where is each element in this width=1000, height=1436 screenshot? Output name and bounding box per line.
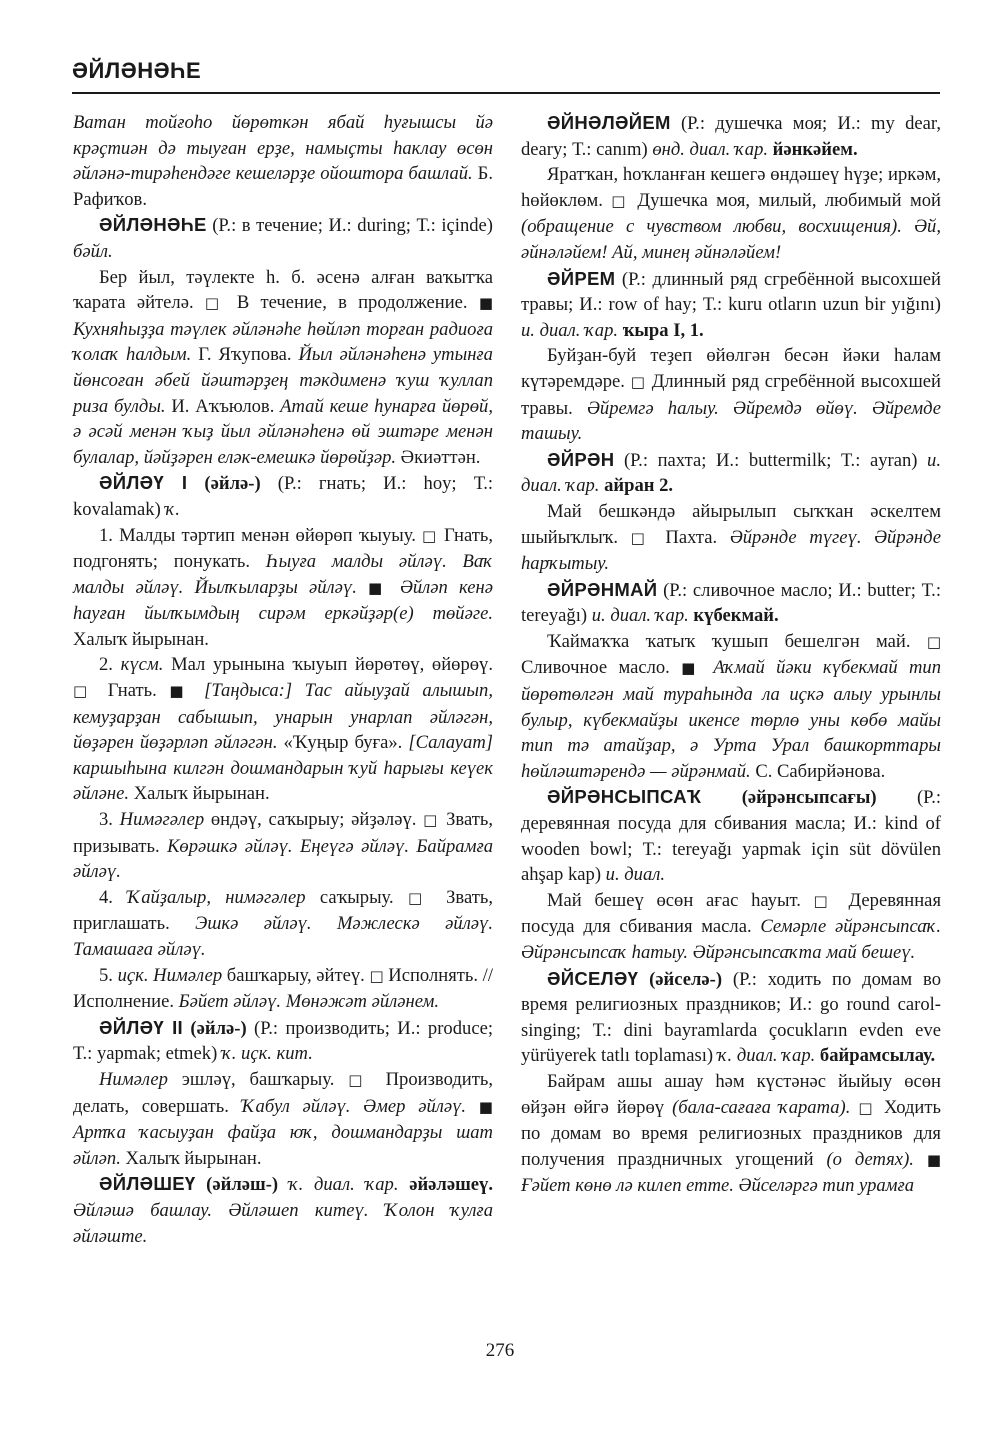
entry-body-paragraph (521, 888, 941, 966)
source-text: Халыҡ йырынан. (73, 628, 209, 650)
source-text: Халыҡ йырынан. (120, 1147, 262, 1169)
example-text: Ғәйет көнө лә килеп етте. Әйселәргә тип урамға (521, 1175, 915, 1197)
translation-marker-icon: □ (423, 811, 440, 830)
entry-cross-reference: байрамсылау. (815, 1045, 936, 1067)
sense-number: 4. (99, 886, 113, 908)
example-text: Кухняһыҙҙа тәүлек әйләнәһе һөйләп торған радиоға ҡолаҡ һалдым. (73, 318, 493, 366)
usage-label: Нимәгәлер (112, 809, 205, 831)
entry-cross-reference: әйәләшеү. (398, 1174, 494, 1196)
example-text: Бәйет әйләү. Мөнәжәт әйләнем. (178, 991, 440, 1013)
translation-marker-icon: □ (858, 1098, 876, 1117)
example-text: Әйләп кенә һауған йылҡымдың сирәм еркәйҙәр(е) төйәге. (73, 576, 493, 625)
source-text (914, 1149, 941, 1170)
entry-grammar-form: (әйселә-) (638, 968, 723, 990)
page-number: 276 (485, 1340, 515, 1361)
entry-gloss: (Р.: ходить по домам во время религиозных праздников; И.: go round carol-singing; Т.: dini bayramlarda çocukların evden eve yürüyerek tatlı toplaması) (521, 968, 942, 1067)
dictionary-entry (73, 1171, 493, 1249)
definition-text: саҡырыу. □ Звать, приглашать. (73, 886, 493, 935)
translation-marker-icon: □ (369, 966, 384, 985)
dictionary-entry (521, 966, 941, 1069)
translation-marker-icon: □ (204, 294, 226, 313)
translation-marker-icon: □ (630, 372, 646, 391)
entry-gloss: (Р.: в течение; И.: during; Т.: içinde) (206, 215, 493, 237)
source-text: Г. Яҡупова. (191, 344, 299, 366)
entry-body-paragraph (521, 629, 941, 785)
entry-headword: ӘЙСЕЛӘҮ (547, 967, 639, 989)
definition-text: өндәү, саҡырыу; әйҙәләү. □ Звать, призывать. (73, 809, 493, 857)
sense-number: 3. (99, 809, 113, 831)
definition-text: Бер йыл, тәүлекте һ. б. әсенә алған ваҡытҡа ҡарата әйтелә. □ В течение, в продолжение. ■ (73, 266, 493, 314)
definition-text: Ҡаймаҡҡа ҡатыҡ ҡушып бешелгән май. □ Сливочное масло. ■ (521, 630, 941, 679)
translation-marker-icon: □ (407, 888, 432, 907)
source-text: Әкиәттән. (396, 446, 481, 468)
example-marker-icon: ■ (169, 682, 192, 701)
left-column (73, 110, 493, 1249)
entry-body-paragraph (73, 885, 493, 963)
entry-grammar-form: (әйрәнсыпсағы) (701, 787, 877, 809)
definition-text: эшләү, башҡарыу. □ Производить, делать, совершать. (73, 1068, 493, 1117)
entry-gloss: (Р.: сливочное масло; И.: butter; Т.: tereyağı) (521, 579, 941, 627)
sense-number: 5. (99, 964, 113, 986)
entry-headword: ӘЙЛӘШЕҮ (99, 1173, 196, 1195)
entry-body-paragraph (73, 523, 493, 653)
example-text: Йыл әйләнәһенә утынға йөнсоған әбей йәштәрҙең тәкдименә ҡуш ҡуллап риза булды. (73, 344, 493, 417)
example-text: [Таңдыса:] Тас айыуҙай алышып, кемуҙарҙан сабышып, унарын унарлап әйләгән, йөҙәрен йөҙәрләп әйләгән. (73, 680, 493, 754)
definition-text: Май бешеү өсөн ағас һауыт. □ Деревянная посуда для сбивания масла. (521, 889, 941, 938)
usage-label: күсм. (112, 654, 164, 676)
entry-body-paragraph (521, 162, 941, 265)
dictionary-entry (521, 447, 941, 499)
dictionary-entry (521, 266, 941, 344)
entry-pos-tag: ҡ. иҫк. кит. (217, 1043, 313, 1065)
entry-headword: ӘЙРЕМ (547, 267, 616, 289)
entry-body-paragraph (521, 343, 941, 446)
entry-body-paragraph (73, 807, 493, 885)
entry-body-paragraph (73, 110, 493, 212)
example-marker-icon: ■ (478, 294, 493, 313)
example-marker-icon: ■ (681, 659, 702, 678)
entry-gloss: (Р.: душечка моя; И.: my dear, deary; Т.: canım) (521, 113, 941, 160)
translation-marker-icon: □ (348, 1070, 372, 1089)
page-header (72, 58, 940, 94)
entry-headword: ӘЙЛӘҮ I (99, 472, 188, 494)
entry-grammar-form: (әйлә-) (187, 473, 261, 495)
definition-text: Буйҙан-буй теҙеп өйөлгән бесән йәки һалам күтәремдәре. □ Длинный ряд сгребённой высохшей травы. (521, 345, 941, 419)
entry-example: Әйләшә башлау. Әйләшеп китеү. Ҡолон ҡулға әйләште. (73, 1199, 493, 1247)
entry-cross-reference: ҡыра I, 1. (618, 319, 704, 341)
translation-marker-icon: □ (422, 526, 438, 545)
entry-pos-tag: бәйл. (73, 240, 113, 262)
entry-gloss: (Р.: гнать; И.: hoy; Т.: kovalamak) (73, 473, 494, 520)
entry-pos-tag: өнд. диал. ҡар. (647, 138, 769, 160)
entry-pos-tag: ҡ. диал. ҡар. (713, 1045, 816, 1067)
entry-headword: ӘЙЛӘҮ II (99, 1016, 184, 1038)
example-text: [Салауат] каршыһына килгән дошмандарын ҡуй һарығы кеүек әйләне. (73, 732, 493, 805)
example-text: Аҡмай йәки күбекмай тип йөрөтөлгән май тураһында ла иҫкә алыу урынлы булыр, күбекмайҙы икенсе төрлө уны көбө майы тип тә атайҙар, ә Урта Урал башкорттары һөйләштәрендә — әйрәнмай. (521, 657, 941, 782)
dictionary-entry (73, 470, 493, 522)
translation-marker-icon: □ (630, 528, 653, 547)
example-text: Әйрәнде түгеү. Әйрәнде һарҡытыу. (521, 526, 941, 575)
entry-body-paragraph (521, 499, 941, 577)
entry-headword: ӘЙНӘЛӘЙЕМ (547, 112, 671, 133)
translation-marker-icon: □ (73, 682, 96, 701)
entry-gloss: (Р.: пахта; И.: buttermilk; Т.: ayran) (614, 449, 918, 471)
entry-headword: ӘЙРӘНСЫПСАҠ (547, 786, 702, 808)
translation-marker-icon: □ (926, 632, 941, 651)
entry-pos-tag: ҡ. (160, 498, 180, 520)
entry-headword: ӘЙЛӘНӘҺЕ (99, 214, 207, 236)
translation-marker-icon: □ (813, 891, 836, 910)
usage-label: Ҡайҙалыр, нимәгәлер (112, 886, 306, 908)
running-head: ӘЙЛӘНӘҺЕ (72, 58, 202, 83)
source-text (357, 577, 400, 598)
source-text: С. Сабирйәнова. (750, 760, 886, 782)
sense-number: 1. (99, 524, 113, 546)
dictionary-entry (73, 212, 493, 264)
example-text: Көрәшкә әйләү. Еңеүгә әйләү. Байрамға әйләү. (73, 835, 493, 883)
example-marker-icon: ■ (368, 578, 389, 597)
definition-text: Май бешкәндә айырылып сыҡҡан әскелтем шыйыҡлыҡ. □ Пахта. (521, 500, 941, 548)
sense-number: 2. (99, 654, 113, 676)
definition-text: Малды тәртип менән өйөрөп ҡыуыу. □ Гнать, подгонять; понукать. (73, 524, 493, 573)
right-column (521, 110, 941, 1199)
source-text: И. Аҡъюлов. (165, 395, 281, 417)
example-text: Атай кеше һунарға йөрөй, ә әсәй менән ҡыҙ йыл әйләнәһенә өй эштәре менән булалар, йәйҙәрен еләк-емешкә йөрөйҙәр. (73, 395, 493, 468)
dictionary-entry (521, 784, 941, 887)
definition-text: Мал урынына ҡыуып йөрөтөү, өйөрөү. □ Гнать. ■ (73, 654, 493, 702)
entry-pos-tag: ҡ. диал. ҡар. (278, 1174, 399, 1196)
entry-pos-tag: и. диал. (601, 864, 666, 886)
example-text: (бала-сағаға ҡарата). (672, 1096, 851, 1118)
definition-text: Яратҡан, һоҡланған кешегә өндәшеү һүҙе; иркәм, һөйөклөм. □ Душечка моя, милый, любимый мой (521, 164, 941, 211)
example-text: Һыуға малды әйләү. Ваҡ малды әйләү. Йылҡыларҙы әйләү. (73, 551, 493, 598)
source-text: □ Ходить по домам во время религиозных праздников для получения праздничных угощений (521, 1096, 941, 1170)
entry-gloss: (Р.: деревянная посуда для сбивания масла; И.: kind of wooden bowl; Т.: tereyağı yapmak için süt dövülen ahşap kap) (521, 787, 942, 886)
example-text: Семәрле әйрәнсыпсаҡ. Әйрәнсыпсаҡ һатыу. Әйрәнсыпсаҡта май бешеү. (521, 916, 941, 963)
source-text: Б. Рафиҡов. (73, 163, 493, 210)
example-text: (обращение с чувством любви, восхищения). Әй, әйнәләйем! Ай, минең әйнәләйем! (521, 216, 941, 263)
example-text: Артҡа ҡасыуҙан файҙа юҡ, дошмандарҙы шат әйләп. (73, 1122, 493, 1169)
dictionary-entry (521, 577, 941, 629)
entry-body-paragraph (521, 1069, 941, 1199)
entry-cross-reference: йәнкәйем. (768, 138, 858, 160)
source-text (466, 1096, 493, 1117)
entry-pos-tag: и. диал. ҡар. (587, 605, 689, 627)
definition-text: башҡарыу, әйтеү. □ Исполнять. // Исполнение. (73, 964, 493, 1013)
entry-cross-reference: күбекмай. (688, 605, 779, 627)
example-text: (о детях). (826, 1148, 914, 1170)
entry-body-paragraph (73, 265, 493, 471)
example-text: Әйремгә һалыу. Әйремдә өйөү. Әйремде ташыу. (521, 397, 941, 445)
example-text: Ҡабул әйләү. Әмер әйләү. (241, 1095, 467, 1117)
entry-cross-reference: айран 2. (599, 475, 674, 497)
example-marker-icon: ■ (926, 1150, 941, 1169)
entry-body-paragraph (73, 652, 493, 807)
source-text: «Ҡуңыр буға». (277, 732, 409, 754)
definition-text: Байрам ашы ашау һәм күстәнәс йыйыу өсөн өйҙән өйгә йөрөү (521, 1070, 941, 1118)
dictionary-entry (73, 1015, 493, 1067)
entry-gloss: (Р.: производить; И.: produce; Т.: yapmak; etmek) (73, 1017, 493, 1065)
entry-grammar-form: (әйләш-) (195, 1174, 279, 1196)
dictionary-entry (521, 110, 941, 162)
source-text: Халыҡ йырынан. (129, 783, 270, 805)
entry-pos-tag: и. диал. ҡар. (521, 449, 941, 497)
usage-label: иҫк. Нимәлер (112, 964, 223, 986)
entry-headword: ӘЙРӘН (547, 448, 615, 470)
translation-marker-icon: □ (611, 191, 630, 210)
entry-headword: ӘЙРӘНМАЙ (547, 578, 658, 600)
entry-grammar-form: (әйлә-) (183, 1017, 247, 1039)
example-text: Ватан тойғоһо йөрөткән ябай һуғышсы йә крәҫтиән дә тыуған ерҙе, намыҫты һаклау өсөн әйләнә-тирәһендәге кешеләрҙе ойоштора башлай. (73, 112, 493, 185)
entry-body-paragraph (73, 963, 493, 1015)
usage-label: Нимәлер (99, 1068, 168, 1090)
example-marker-icon: ■ (478, 1097, 493, 1116)
example-text: Эшкә әйләү. Мәжлескә әйләү. Тамашаға әйләү. (73, 913, 494, 960)
entry-gloss: (Р.: длинный ряд сгребённой высохшей травы; И.: row of hay; Т.: kuru otların uzun bir yığını) (521, 268, 941, 316)
entry-pos-tag: и. диал. ҡар. (521, 319, 619, 341)
entry-body-paragraph (73, 1067, 493, 1171)
